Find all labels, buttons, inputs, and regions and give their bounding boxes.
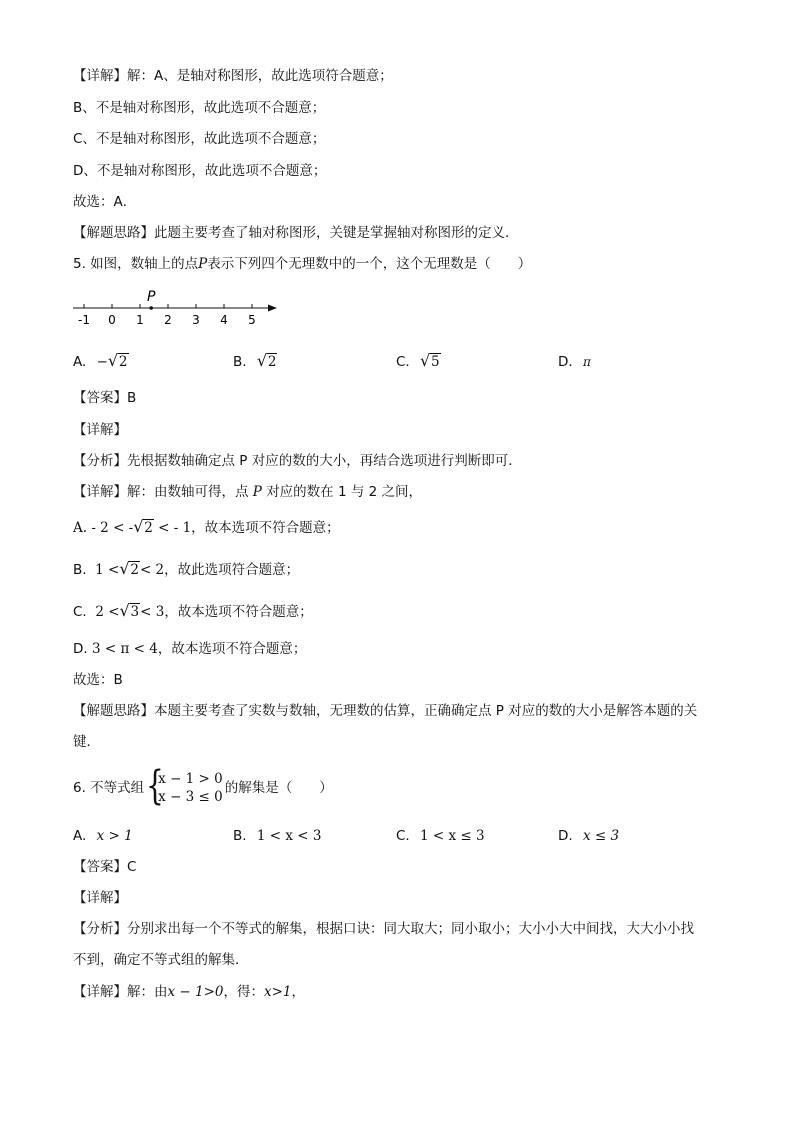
- q5-stem-var: P: [198, 256, 208, 272]
- q5-option-a-sign: −: [96, 354, 108, 370]
- q4-detail-line-d: D、不是轴对称图形，故此选项不合题意；: [73, 163, 327, 179]
- q6-detail-prefix: 【详解】解：由: [73, 984, 168, 1000]
- q5-detail-suffix: 对应的数在 1 与 2 之间，: [266, 484, 423, 500]
- q6-answer: 【答案】C: [73, 859, 137, 875]
- number-line-tick-label: 3: [192, 313, 200, 327]
- q6-option-c[interactable]: [396, 826, 485, 846]
- number-line-tick-label: 2: [164, 313, 172, 327]
- q5-line-d: [73, 639, 306, 659]
- q5-option-d-label: D.: [558, 354, 573, 370]
- q5-line-a-mid: < - 1: [153, 520, 192, 536]
- q5-number-line: [70, 286, 285, 328]
- q5-option-b-sqrt: √ 2: [256, 351, 277, 370]
- q5-option-a[interactable]: [73, 352, 129, 372]
- q5-line-b-right: < 2: [139, 562, 165, 578]
- q6-option-a-label: A.: [73, 828, 87, 844]
- q4-summary: 【解题思路】此题主要考查了轴对称图形，关键是掌握轴对称图形的定义．: [73, 225, 519, 241]
- q5-line-b-label: B.: [73, 562, 87, 578]
- q6-detail-math-1: x − 1>0: [167, 984, 224, 1000]
- q6-inequality-2: x − 3 ≤ 0: [158, 789, 223, 805]
- q5-line-c-left: 2 <: [95, 604, 120, 620]
- number-line-tick-label: 1: [136, 313, 144, 327]
- q6-analysis-1: 【分析】分别求出每一个不等式的解集，根据口诀：同大取大；同小取小；大小小大中间找，大大小小找: [73, 921, 694, 937]
- number-line-tick-label: 4: [220, 313, 228, 327]
- q5-summary-1: 【解题思路】本题主要考查了实数与数轴，无理数的估算，正确确定点 P 对应的数的大小是解答本题的关: [73, 703, 698, 719]
- q6-stem: [73, 763, 333, 810]
- q4-detail-line-b: B、不是轴对称图形，故此选项不合题意；: [73, 100, 326, 116]
- q5-option-c[interactable]: [396, 352, 441, 372]
- number-line-point-label: P: [146, 289, 156, 305]
- q6-option-c-math: 1 < x ≤ 3: [420, 828, 485, 844]
- q5-line-d-label: D.: [73, 641, 88, 657]
- q5-analysis: 【分析】先根据数轴确定点 P 对应的数的大小，再结合选项进行判断即可．: [73, 453, 522, 469]
- q6-detail: [73, 982, 305, 1002]
- q5-line-a-prefix: A. - 2 < -: [73, 520, 134, 536]
- q4-detail-line-c: C、不是轴对称图形，故此选项不合题意；: [73, 131, 326, 147]
- q6-option-d-math: x ≤ 3: [582, 828, 620, 844]
- q5-line-a-sqrt: √ 2: [133, 517, 153, 536]
- q6-stem-prefix: 6. 不等式组: [73, 780, 145, 796]
- number-line-point-p: [149, 306, 153, 310]
- number-line-tick-label: 0: [108, 313, 116, 327]
- q5-option-c-sqrt: √ 5: [420, 351, 440, 370]
- q6-option-a-math: x > 1: [96, 828, 133, 844]
- q5-summary-2: 键．: [73, 734, 100, 750]
- q4-detail-line-a: 【详解】解：A、是轴对称图形，故此选项符合题意；: [73, 68, 393, 84]
- q5-line-a: [73, 518, 340, 538]
- q5-option-d[interactable]: [558, 352, 591, 372]
- q5-line-b-suffix: ，故此选项符合题意；: [164, 562, 300, 578]
- q5-detail-prefix: 【详解】解：由数轴可得，点: [73, 484, 249, 500]
- q6-option-b-label: B.: [233, 828, 247, 844]
- q5-choice: 故选：B: [73, 672, 123, 688]
- q5-answer: 【答案】B: [73, 390, 137, 406]
- q5-line-c-suffix: ，故本选项不符合题意；: [164, 604, 313, 620]
- q5-line-b: [73, 560, 299, 580]
- q5-option-b-label: B.: [233, 354, 247, 370]
- q5-line-d-suffix: ，故本选项不符合题意；: [157, 641, 307, 657]
- q5-detail: [73, 482, 422, 502]
- q6-option-a[interactable]: [73, 826, 133, 846]
- q5-line-c: [73, 602, 313, 622]
- q5-line-d-math: 3 < π < 4: [91, 641, 158, 657]
- q5-line-b-left: 1 <: [95, 562, 120, 578]
- number-line-tick-label: -1: [78, 313, 90, 327]
- q6-stem-suffix: 的解集是（ ）: [224, 780, 333, 796]
- q6-option-b[interactable]: [233, 826, 321, 846]
- q5-line-c-label: C.: [73, 604, 87, 620]
- q6-option-d-label: D.: [558, 828, 573, 844]
- q6-detail-suffix: ，: [291, 984, 306, 1000]
- q5-option-a-label: A.: [73, 354, 87, 370]
- q5-line-a-suffix: ，故本选项不符合题意；: [191, 520, 340, 536]
- q6-detail-mid: ，得：: [223, 984, 264, 1000]
- q6-detail-math-2: x>1: [264, 984, 292, 1000]
- number-line-tick-label: 5: [248, 313, 256, 327]
- q5-stem-suffix: 表示下列四个无理数中的一个，这个无理数是（ ）: [207, 256, 532, 272]
- q5-line-c-right: < 3: [140, 604, 165, 620]
- q4-choice: 故选：A．: [73, 194, 137, 210]
- q6-inequality-system: { x − 1 > 0 x − 3 ≤ 0: [146, 763, 223, 809]
- q5-line-b-sqrt: √ 2: [119, 559, 139, 578]
- q6-analysis-2: 不到，确定不等式组的解集．: [73, 952, 249, 968]
- q5-stem-prefix: 5. 如图，数轴上的点: [73, 256, 199, 272]
- q5-option-b[interactable]: [233, 352, 277, 372]
- q5-option-a-sqrt: √ 2: [107, 351, 128, 370]
- q6-option-d[interactable]: [558, 826, 619, 846]
- q6-option-b-math: 1 < x < 3: [256, 828, 322, 844]
- q5-detail-var: P: [252, 484, 262, 500]
- q5-line-c-sqrt: √ 3: [119, 601, 140, 620]
- number-line-arrow: [268, 305, 277, 312]
- q6-inequality-1: x − 1 > 0: [158, 771, 223, 787]
- q5-detail-heading: 【详解】: [73, 422, 127, 438]
- q6-option-c-label: C.: [396, 828, 410, 844]
- q5-option-d-value: π: [582, 355, 591, 369]
- q5-option-c-label: C.: [396, 354, 410, 370]
- q6-detail-heading: 【详解】: [73, 890, 127, 906]
- q5-stem: [73, 254, 531, 274]
